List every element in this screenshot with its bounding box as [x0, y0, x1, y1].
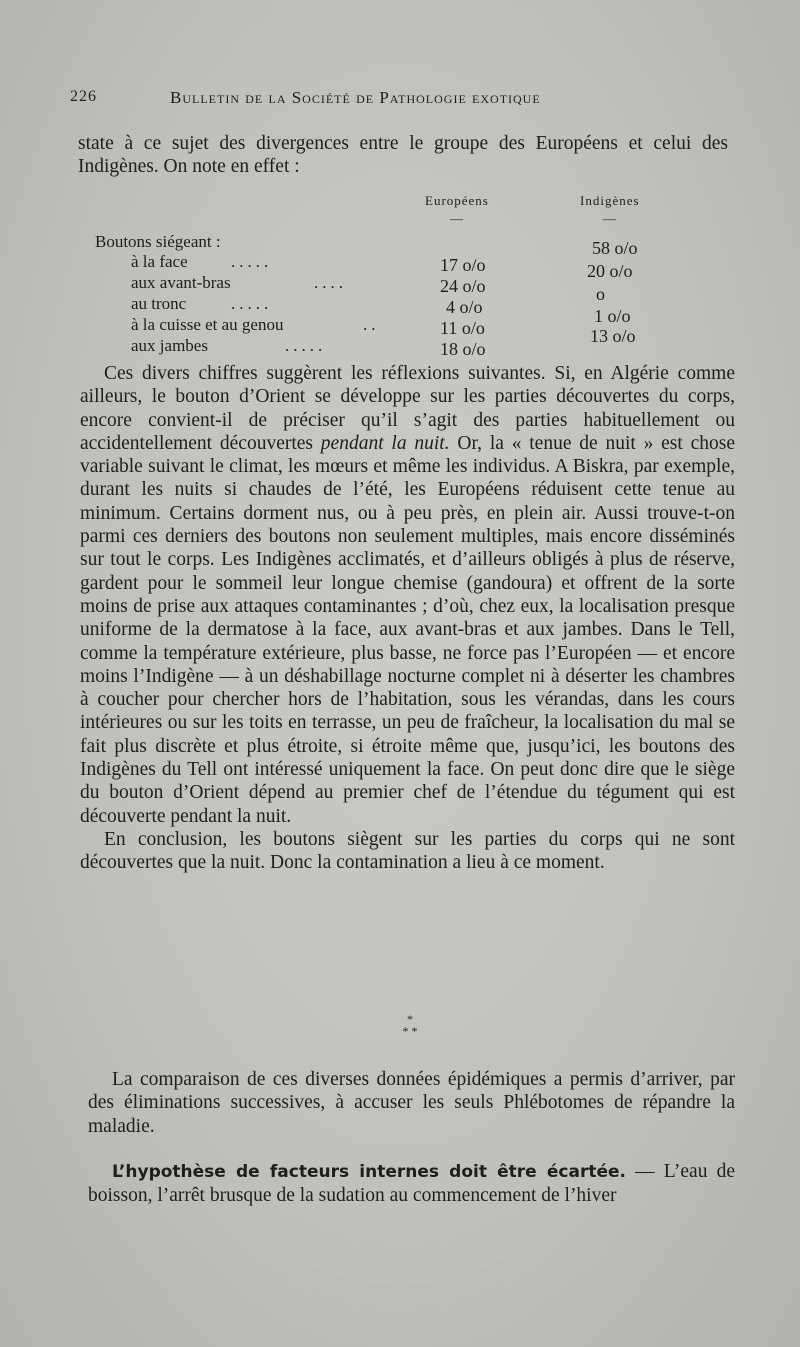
column-label-europeens: Européens — [425, 193, 489, 208]
row-label: au tronc — [131, 294, 187, 313]
row-dots: ..... — [231, 252, 273, 271]
value-europeens: 4 o/o — [446, 297, 483, 317]
value-indigenes: o — [596, 284, 605, 304]
row-dots: .... — [314, 273, 347, 292]
column-dash-indigenes: — — [602, 211, 617, 226]
document-page: 226 Bulletin de la Société de Pathologie exotique state à ce sujet des divergences entre le groupe des Européens et celui des Indigènes. On note en effet : Européens — Indigènes — Boutons siégeant : à la face ..... aux avant-bras .... au tronc ..... à la cuisse et au genou .. aux jambes ..... 17 o/o 24 o/o 4 o/o 11 o/o 18 o/o 58 o/o 20 o/o o 1 o/o 13 o/o Ces divers chiffres suggèrent les réflexions suivantes. Si, en Algérie comme ailleurs, le bouton d’Orient se développe sur les parties découvertes du corps, encore convient-il de préciser qu’il s’agit des parties habituellement ou accidentellement découvertes pendant la nuit. Or, la « tenue de nuit » est chose variable suivant le climat, les mœurs et même les individus. A Biskra, par exemple, durant les nuits si chaudes de l’été, les Européens réduisent cette tenue au minimum. Certains dorment nus, ou à peu près, en plein air. Aussi trouve-t-on parmi ces derniers des boutons non seulement multiples, mais encore disséminés sur tout le corps. Les Indigènes acclimatés, et d’ailleurs obligés à plus de réserve, gardent pour le sommeil leur longue chemise (gandoura) et offrent de la sorte moins de prise aux attaques contaminantes ; d’où, chez eux, la localisation presque uniforme de la dermatose à la face, aux avant-bras et aux jambes. Dans le Tell, comme la température extérieure, plus basse, ne force pas l’Européen — et encore moins l’Indigène — à un déshabillage nocturne complet ni à déserter les chambres à coucher pour chercher hors de l’habitation, sous les vérandas, dans les cours intérieures ou sur les toits en terrasse, un peu de fraîcheur, la localisation du mal se fait plus discrète et plus étroite, si étroite même que, jusqu’ici, les boutons des Indigènes du Tell ont intéressé uniquement la face. On peut donc dire que le siège du bouton d’Orient dépend au premier chef de l’étendue du tégument qui est découverte pendant la nuit. En conclusion, les boutons siègent sur les parties du corps qui ne sont découvertes que la nuit. Donc la contamination a lieu à ce moment. * * * La comparaison de ces diverses données épidémiques a permis d’arriver, par des éliminations successives, à accuser les seuls Phlébotomes de répandre la maladie. L’hypothèse de facteurs internes doit être écartée. — L’eau de boisson, l’arrêt brusque de la sudation au commencement de l’hiver — [0, 0, 800, 1347]
paragraph-conclusion: En conclusion, les boutons siègent sur les parties du corps qui ne sont découvertes que la nuit. Donc la contamination a lieu à ce moment. — [80, 828, 735, 874]
value-europeens: 17 o/o — [440, 255, 486, 275]
column-header-indigenes — [580, 193, 640, 227]
section-heading: L’hypothèse de facteurs internes doit être écartée. — [112, 1162, 626, 1182]
column-dash-europeens: — — [449, 211, 464, 226]
value-europeens: 11 o/o — [440, 318, 485, 338]
row-dots: .. — [363, 315, 380, 334]
value-europeens: 24 o/o — [440, 276, 486, 296]
value-indigenes: 1 o/o — [594, 306, 631, 326]
paragraph-reflexions: Ces divers chiffres suggèrent les réflexions suivantes. Si, en Algérie comme ailleurs, le bouton d’Orient se développe sur les parties découvertes du corps, encore convient-il de préciser qu’il s’agit des parties habituellement ou accidentellement découvertes pendant la nuit. Or, la « tenue de nuit » est chose variable suivant le climat, les mœurs et même les individus. A Biskra, par exemple, durant les nuits si chaudes de l’été, les Européens réduisent cette tenue au minimum. Certains dorment nus, ou à peu près, en plein air. Aussi trouve-t-on parmi ces derniers des boutons non seulement multiples, mais encore disséminés sur tout le corps. Les Indigènes acclimatés, et d’ailleurs obligés à plus de réserve, gardent pour le sommeil leur longue chemise (gandoura) et offrent de la sorte moins de prise aux attaques contaminantes ; d’où, chez eux, la localisation presque uniforme de la dermatose à la face, aux avant-bras et aux jambes. Dans le Tell, comme la température extérieure, plus basse, ne force pas l’Européen — et encore moins l’Indigène — à un déshabillage nocturne complet ni à déserter les chambres à coucher pour chercher hors de l’habitation, sous les vérandas, dans les cours intérieures ou sur les toits en terrasse, un peu de fraîcheur, la localisation du mal se fait plus discrète et plus étroite, si étroite même que, jusqu’ici, les boutons des Indigènes du Tell ont intéressé uniquement la face. On peut donc dire que le siège du bouton d’Orient dépend au premier chef de l’étendue du tégument qui est découverte pendant la nuit. — [80, 363, 735, 827]
journal-title: Bulletin de la Société de Pathologie exotique — [170, 88, 541, 107]
page-header — [70, 88, 730, 118]
paragraph-comparison: La comparaison de ces diverses données épidémiques a permis d’arriver, par des éliminations successives, à accuser les seuls Phlébotomes de répandre la maladie. — [88, 1069, 735, 1137]
column-header-europeens — [425, 193, 489, 227]
value-indigenes: 13 o/o — [590, 326, 636, 346]
value-indigenes: 58 o/o — [592, 238, 638, 258]
main-text — [80, 362, 735, 875]
italic-phrase: pendant la nuit. — [320, 432, 450, 454]
value-europeens: 18 o/o — [440, 339, 486, 359]
paragraph-hypothesis: L’hypothèse de facteurs internes doit être écartée. — L’eau de boisson, l’arrêt brusque de la sudation au commencement de l’hiver — [88, 1161, 735, 1207]
section-separator-asterisks: * * * — [402, 1012, 418, 1038]
row-dots: ..... — [285, 336, 327, 355]
value-indigenes: 20 o/o — [587, 261, 633, 281]
page-number: 226 — [70, 88, 97, 105]
row-label: aux jambes — [131, 336, 208, 355]
row-label: à la cuisse et au genou — [131, 315, 284, 334]
row-label: aux avant-bras — [131, 273, 231, 292]
intro-paragraph: state à ce sujet des divergences entre le groupe des Européens et celui des Indigènes. On note en effet : — [78, 133, 728, 177]
row-label: à la face — [131, 252, 188, 271]
column-label-indigenes: Indigènes — [580, 193, 640, 208]
row-dots: ..... — [231, 294, 273, 313]
